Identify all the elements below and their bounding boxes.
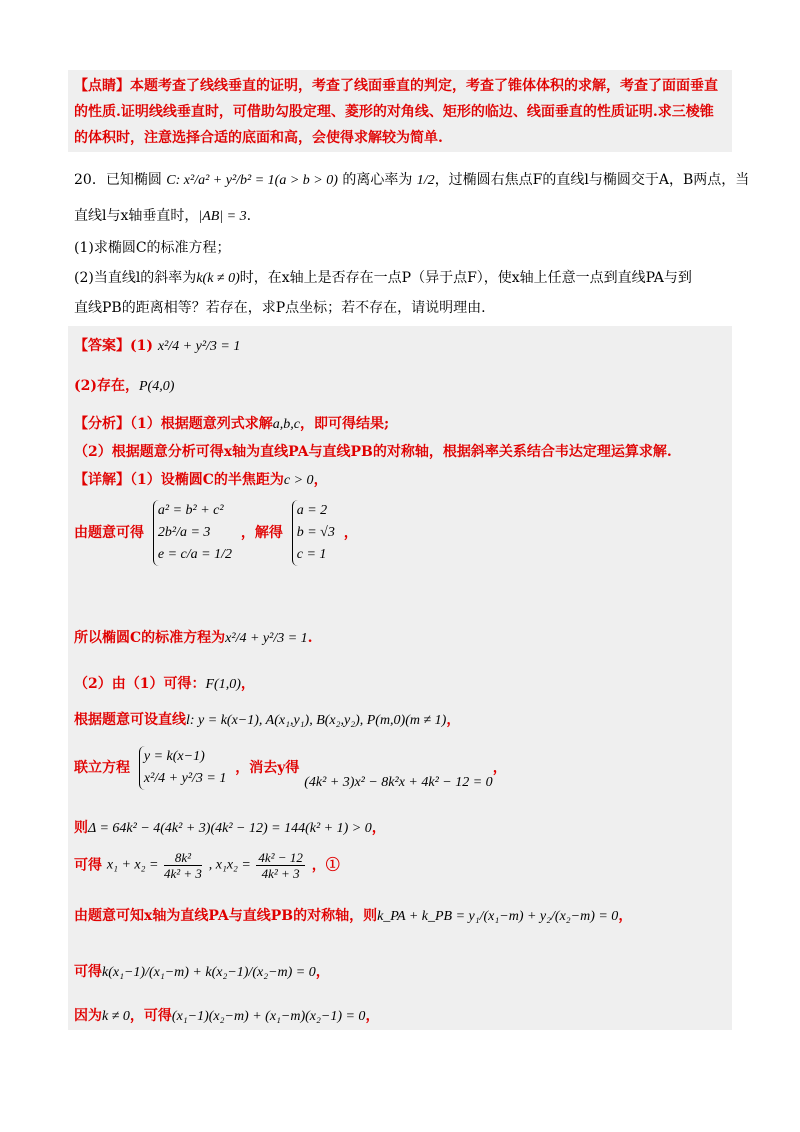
dianjing-line-2: 的性质.证明线线垂直时，可借助勾股定理、菱形的对角线、矩形的临边、线面垂直的性质证明.求三棱锥 [74, 104, 714, 120]
analysis-line-2: （2）根据题意分析可得x轴为直线PA与直线PB的对称轴，根据斜率关系结合韦达定理运算求解. [74, 444, 672, 460]
dianjing-line-3: 的体积时，注意选择合适的底面和高，会使得求解较为简单. [74, 130, 443, 146]
detail-vieta: 可得 x₁ + x₂ = $\frac{\text{8k²}}{\text{4k² + 3}}$ , x₁x₂ = $\frac{\text{4k² − 12}}{\text{4k² + 3}}$ ，① [74, 850, 340, 881]
problem-part-2-line-2: 直线PB的距离相等？若存在，求P点坐标；若不存在，请说明理由. [74, 300, 486, 316]
detail-tag: 【详解】 [74, 472, 130, 488]
ab-length: |AB| = 3 [198, 209, 247, 224]
detail-simplify: 因为k ≠ 0，可得(x₁−1)(x₂−m) + (x₁−m)(x₂−1) = 0， [74, 1008, 380, 1024]
detail-simultaneous: 联立方程 y = k(x−1) x²/4 + y²/3 = 1 ，消去y得 (4k² + 3)x² − 8k²x + 4k² − 12 = 0， [74, 746, 507, 802]
answer-2-point: P(4,0) [139, 379, 175, 394]
equation-system-1: a² = b² + c² 2b²/a = 3 e = c/a = 1/2 [153, 500, 232, 566]
detail-line-1: 【详解】（1）设椭圆C的半焦距为c > 0， [74, 472, 328, 488]
answer-tag: 【答案】 [74, 338, 130, 354]
dianjing-tag: 【点睛】 [74, 78, 130, 94]
detail-discriminant: 则Δ = 64k² − 4(4k² + 3)(4k² − 12) = 144(k² + 1) > 0， [74, 820, 386, 836]
detail-system-line: 由题意可得 a² = b² + c² 2b²/a = 3 e = c/a = 1/2 ，解得 a = 2 b = √3 c = 1 ， [74, 500, 358, 610]
eccentricity: 1/2 [416, 173, 435, 188]
detail-substitute: 可得k(x₁−1)/(x₁−m) + k(x₂−1)/(x₂−m) = 0， [74, 964, 330, 980]
detail-part-2-start: （2）由（1）可得：F(1,0)， [74, 676, 255, 692]
equation-system-3: y = k(x−1) x²/4 + y²/3 = 1 [139, 746, 227, 790]
answer-line-2: (2)存在，P(4,0) [74, 378, 175, 394]
ellipse-equation: C: x²/a² + y²/b² = 1(a > b > 0) [166, 173, 338, 188]
detail-standard-equation: 所以椭圆C的标准方程为x²/4 + y²/3 = 1. [74, 630, 313, 646]
problem-line-2: 直线l与x轴垂直时，|AB| = 3. [74, 208, 252, 224]
analysis-tag: 【分析】 [74, 416, 130, 432]
detail-line-setup: 根据题意可设直线l: y = k(x−1), A(x₁,y₁), B(x₂,y₂), P(m,0)(m ≠ 1)， [74, 712, 461, 728]
fraction-sum: $\frac{\text{8k²}}{\text{4k² + 3}}$ [163, 850, 202, 881]
answer-line-1: 【答案】(1) x²/4 + y²/3 = 1 [74, 338, 241, 354]
analysis-line-1: 【分析】（1）根据题意列式求解a,b,c，即可得结果; [74, 416, 390, 432]
dianjing-line-1: 【点睛】本题考查了线线垂直的证明，考查了线面垂直的判定，考查了锥体体积的求解，考查了面面垂直 [74, 78, 718, 94]
fraction-product: $\frac{\text{4k² − 12}}{\text{4k² + 3}}$ [258, 850, 303, 881]
problem-line-1: 20．已知椭圆 C: x²/a² + y²/b² = 1(a > b > 0) 的离心率为 1/2，过椭圆右焦点F的直线l与椭圆交于A，B两点，当 [74, 172, 750, 188]
detail-symmetry: 由题意可知x轴为直线PA与直线PB的对称轴，则k_PA + k_PB = y₁/(x₁−m) + y₂/(x₂−m) = 0， [74, 908, 633, 924]
equation-system-2: a = 2 b = √3 c = 1 [292, 500, 335, 566]
problem-part-2-line-1: (2)当直线l的斜率为k(k ≠ 0)时，在x轴上是否存在一点P（异于点F），使x轴上任意一点到直线PA与到 [74, 270, 692, 286]
problem-part-1: (1)求椭圆C的标准方程； [74, 240, 231, 256]
answer-1-equation: x²/4 + y²/3 = 1 [157, 339, 241, 354]
